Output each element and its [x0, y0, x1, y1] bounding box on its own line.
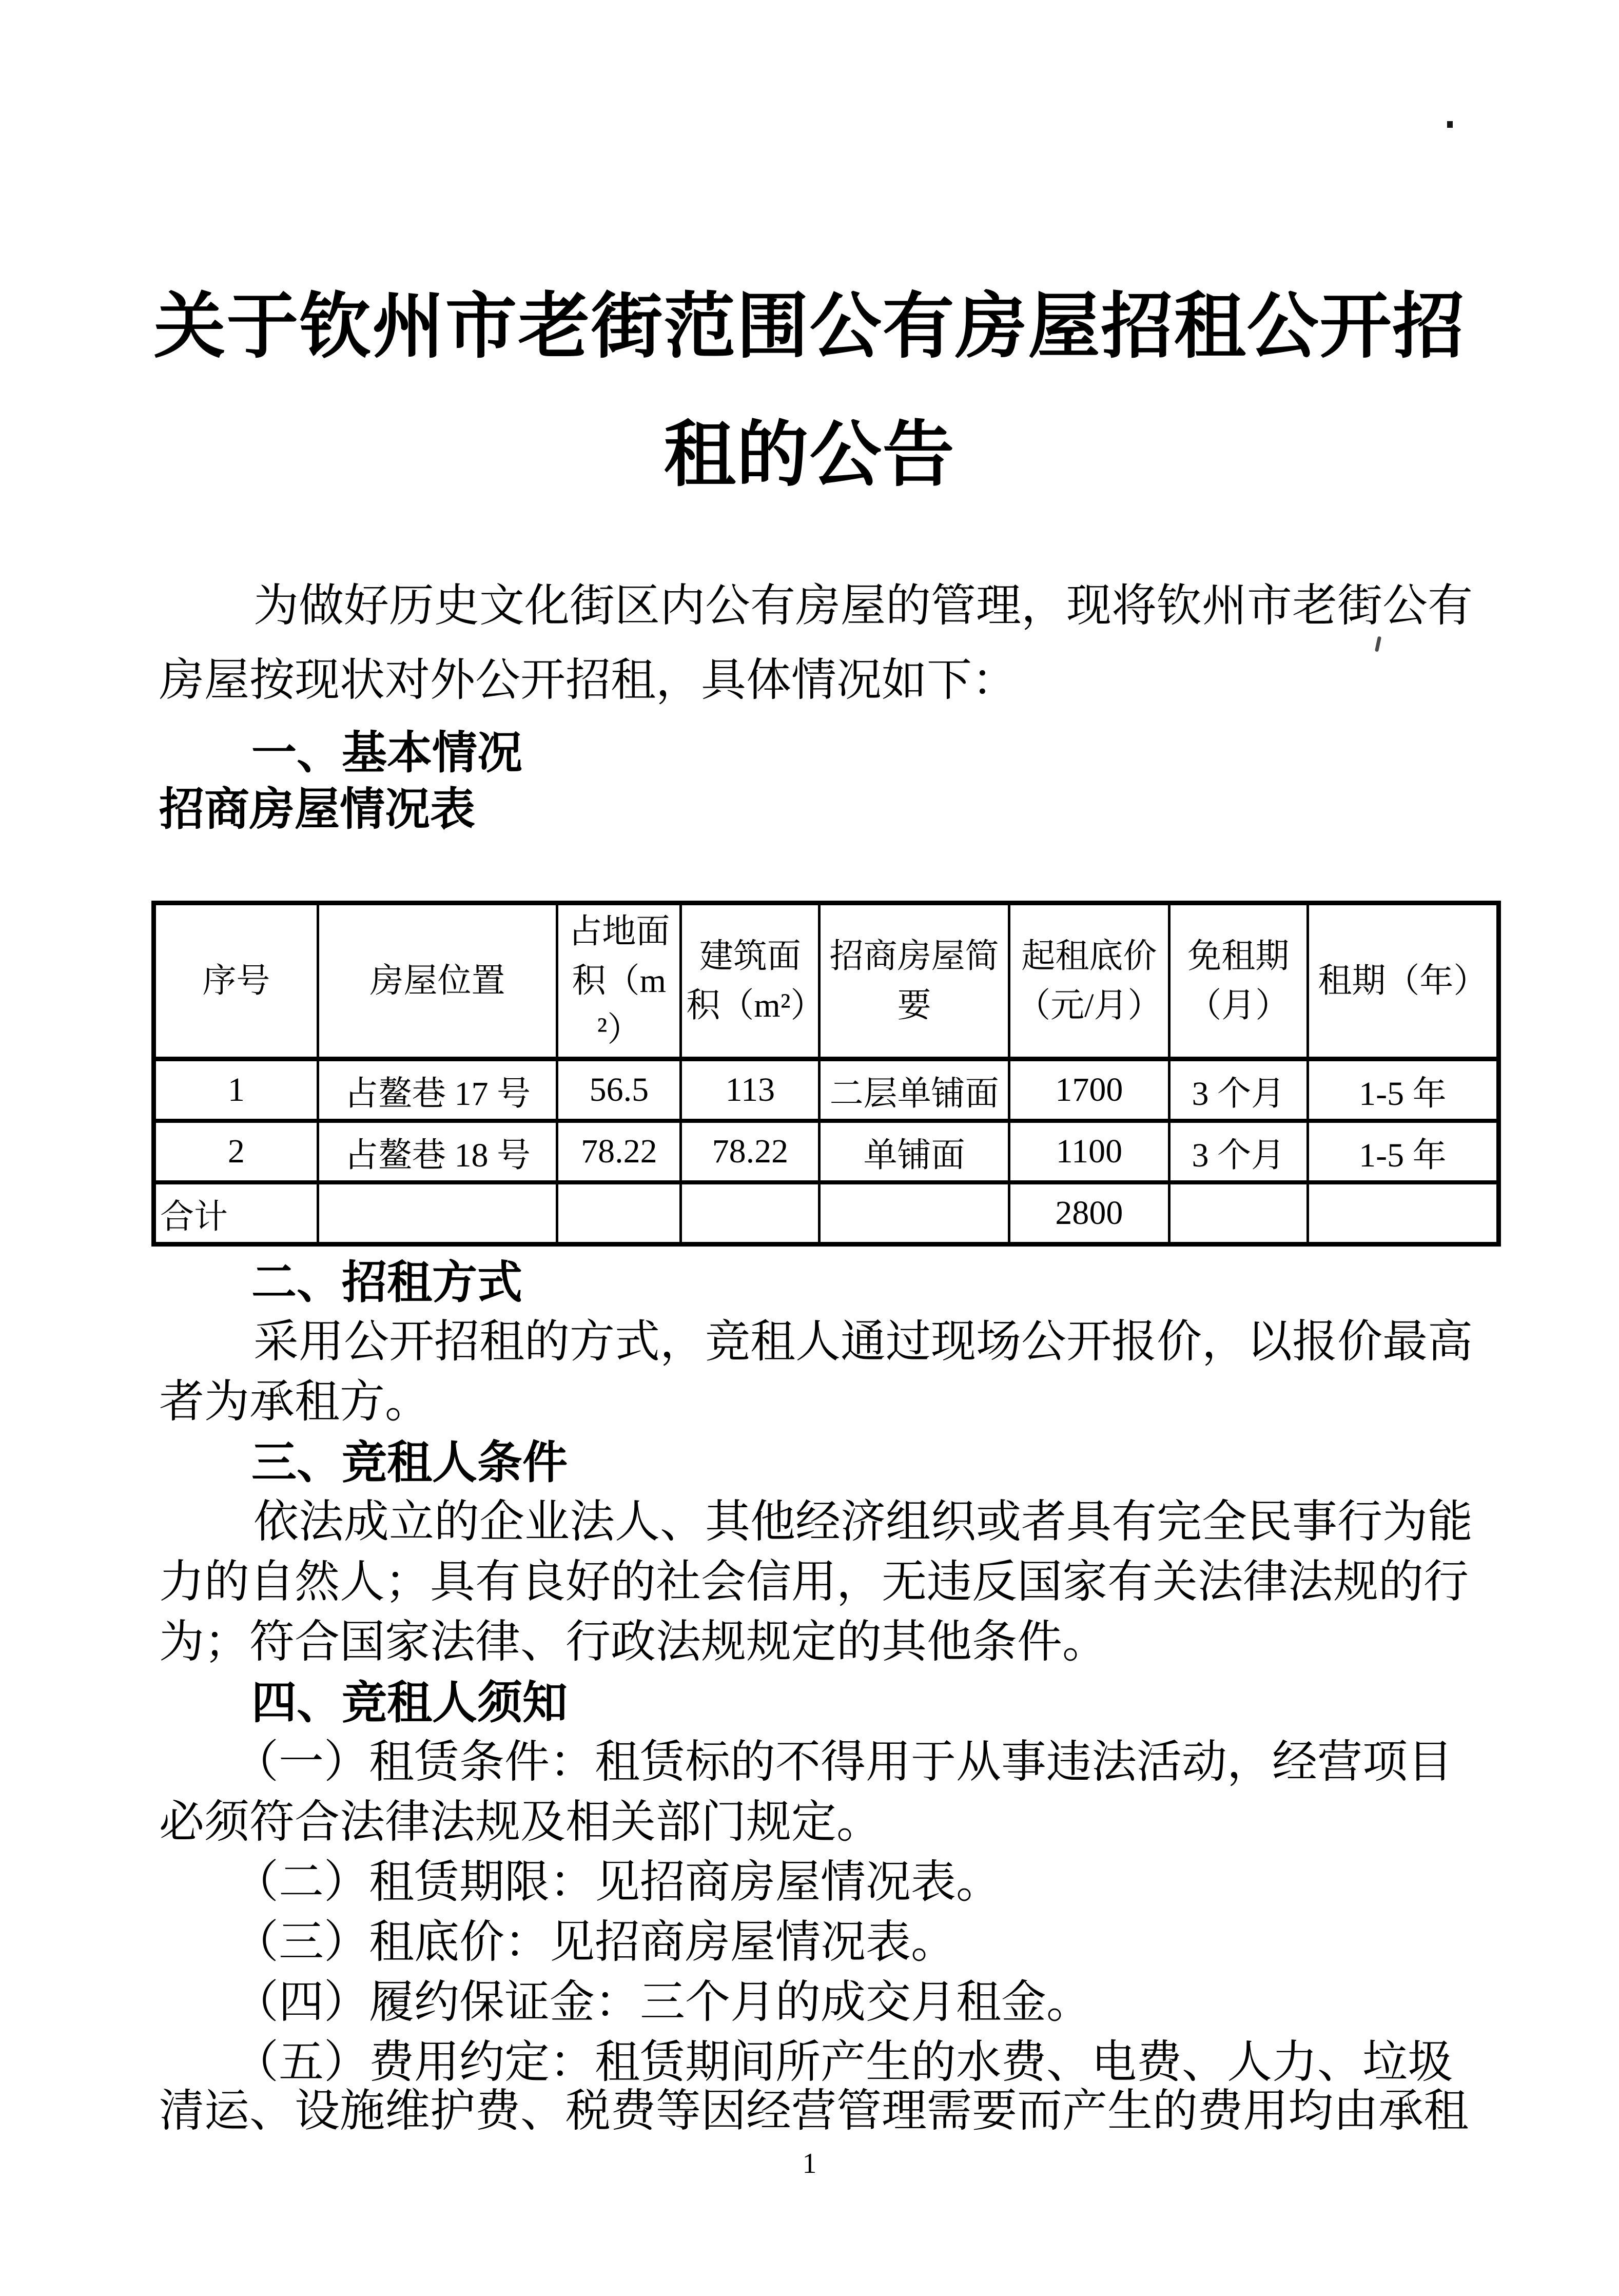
table-header-row: [154, 903, 1499, 1059]
scan-artifact-dot: [1447, 121, 1453, 128]
col-header-land-area: 占地面积（m²）: [557, 903, 681, 1059]
total-label: 合计: [154, 1182, 318, 1244]
cell-base-rent: 1100: [1009, 1121, 1169, 1182]
cell-location: 占鳌巷 18 号: [318, 1121, 557, 1182]
cell-building-area: 78.22: [681, 1121, 820, 1182]
housing-table: [151, 901, 1501, 1247]
cell-term: 1-5 年: [1308, 1059, 1498, 1121]
section-1-heading: 一、基本情况: [251, 727, 523, 778]
notice-item-5-line: 清运、设施维护费、税费等因经营管理需要而产生的费用均由承租: [159, 2087, 1469, 2136]
empty-cell: [318, 1182, 557, 1244]
section-3-line: 依法成立的企业法人、其他经济组织或者具有完全民事行为能: [253, 1497, 1473, 1547]
notice-item-5-line: （五）费用约定：租赁期间所产生的水费、电费、人力、垃圾: [233, 2038, 1453, 2088]
notice-item-1-line: 必须符合法律法规及相关部门规定。: [159, 1798, 882, 1847]
intro-line: 房屋按现状对外公开招租，具体情况如下：: [159, 656, 1018, 706]
table-row: [154, 1121, 1499, 1182]
notice-item-4-line: （四）履约保证金：三个月的成交月租金。: [233, 1978, 1092, 2028]
col-header-building-area: 建筑面积（m²）: [681, 903, 820, 1059]
cell-rent-free: 3 个月: [1169, 1059, 1308, 1121]
notice-item-1-line: （一）租赁条件：租赁标的不得用于从事违法活动，经营项目: [233, 1738, 1453, 1787]
document-title-line-1: 关于钦州市老街范围公有房屋招租公开招: [153, 286, 1466, 366]
col-header-term: 租期（年）: [1308, 903, 1498, 1059]
col-header-base-rent: 起租底价（元/月）: [1009, 903, 1169, 1059]
col-header-seq: 序号: [154, 903, 318, 1059]
section-2-line: 采用公开招租的方式，竞租人通过现场公开报价，以报价最高: [253, 1317, 1473, 1367]
section-2-line: 者为承租方。: [159, 1377, 431, 1427]
col-header-rent-free: 免租期（月）: [1169, 903, 1308, 1059]
intro-line: 为做好历史文化街区内公有房屋的管理，现将钦州市老街公有: [253, 581, 1473, 631]
document-title-line-2: 租的公告: [664, 414, 955, 495]
cell-seq: 2: [154, 1121, 318, 1182]
table-row: [154, 1059, 1499, 1121]
notice-item-2-line: （二）租赁期限：见招商房屋情况表。: [233, 1858, 1002, 1908]
cell-building-area: 113: [681, 1059, 820, 1121]
notice-item-3-line: （三）租底价：见招商房屋情况表。: [233, 1918, 957, 1968]
page-number: 1: [802, 2148, 817, 2180]
empty-cell: [557, 1182, 681, 1244]
cell-land-area: 78.22: [557, 1121, 681, 1182]
empty-cell: [681, 1182, 820, 1244]
table-title: 招商房屋情况表: [159, 784, 476, 834]
cell-location: 占鳌巷 17 号: [318, 1059, 557, 1121]
section-2-heading: 二、招租方式: [251, 1257, 523, 1308]
section-3-line: 为；符合国家法律、行政法规规定的其他条件。: [159, 1618, 1108, 1667]
cell-description: 二层单铺面: [820, 1059, 1009, 1121]
section-3-line: 力的自然人；具有良好的社会信用，无违反国家有关法律法规的行: [159, 1558, 1469, 1607]
col-header-location: 房屋位置: [318, 903, 557, 1059]
cell-land-area: 56.5: [557, 1059, 681, 1121]
section-3-heading: 三、竞租人条件: [251, 1437, 568, 1488]
cell-rent-free: 3 个月: [1169, 1121, 1308, 1182]
cell-term: 1-5 年: [1308, 1121, 1498, 1182]
scan-artifact-mark: [1375, 636, 1381, 652]
section-4-heading: 四、竞租人须知: [251, 1677, 568, 1728]
table-total-row: [154, 1182, 1499, 1244]
cell-seq: 1: [154, 1059, 318, 1121]
cell-description: 单铺面: [820, 1121, 1009, 1182]
total-base-rent: 2800: [1009, 1182, 1169, 1244]
empty-cell: [1169, 1182, 1308, 1244]
col-header-description: 招商房屋简要: [820, 903, 1009, 1059]
empty-cell: [820, 1182, 1009, 1244]
empty-cell: [1308, 1182, 1498, 1244]
cell-base-rent: 1700: [1009, 1059, 1169, 1121]
